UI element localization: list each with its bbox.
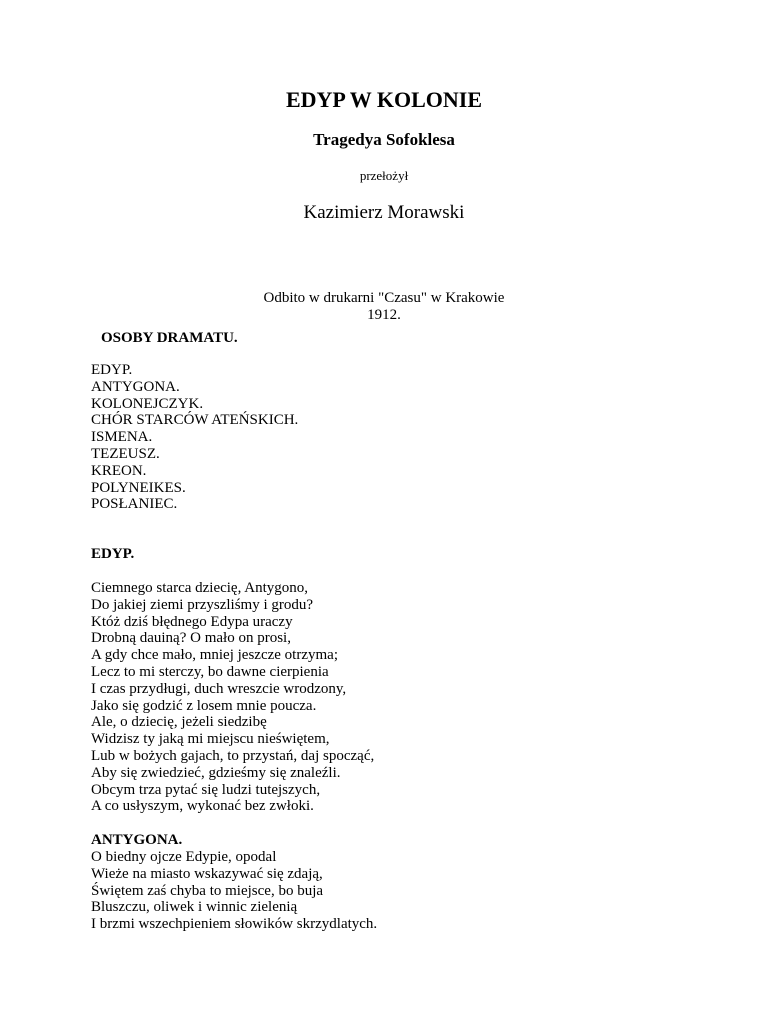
cast-list (91, 362, 298, 513)
imprint (0, 290, 768, 324)
cast-member: KREON. (91, 462, 147, 479)
verse-block-antygona (91, 849, 377, 933)
speaker-edyp: EDYP. (91, 546, 135, 562)
cast-member: ANTYGONA. (91, 378, 180, 395)
verse-line: Drobną dauiną? O mało on prosi, (91, 630, 291, 647)
verse-line: Widzisz ty jaką mi miejscu nieświętem, (91, 731, 330, 748)
imprint-year: 1912. (367, 307, 401, 323)
cast-member: ISMENA. (91, 429, 153, 446)
speaker-antygona: ANTYGONA. (91, 832, 183, 848)
cast-member: TEZEUSZ. (91, 445, 160, 462)
cast-member: POSŁANIEC. (91, 496, 178, 513)
verse-line: Lecz to mi sterczy, bo dawne cierpienia (91, 663, 329, 680)
verse-line: Wieże na miasto wskazywać się zdają, (91, 865, 323, 882)
verse-line: Aby się zwiedzieć, gdzieśmy się znaleźli. (91, 764, 341, 781)
verse-line: Obcym trza pytać się ludzi tutejszych, (91, 781, 321, 798)
verse-line: Jako się godzić z losem mnie poucza. (91, 697, 317, 714)
play-subtitle: Tragedya Sofoklesa (313, 130, 455, 149)
imprint-printer: Odbito w drukarni "Czasu" w Krakowie (263, 290, 505, 306)
verse-line: A gdy chce mało, mniej jeszcze otrzyma; (91, 647, 338, 664)
verse-line: Do jakiej ziemi przyszliśmy i grodu? (91, 596, 314, 613)
verse-line: O biedny ojcze Edypie, opodal (91, 849, 277, 865)
play-title: EDYP W KOLONIE (285, 87, 482, 112)
verse-line: Lub w bożych gajach, to przystań, daj spocząć, (91, 747, 375, 764)
verse-line: Któż dziś błędnego Edypa uraczy (91, 613, 293, 630)
verse-line: I czas przydługi, duch wreszcie wrodzony, (91, 680, 347, 697)
verse-line: A co usłyszym, wykonać bez zwłoki. (91, 798, 314, 815)
cast-member: EDYP. (91, 362, 133, 378)
cast-member: CHÓR STARCÓW ATEŃSKICH. (91, 412, 299, 429)
verse-line: I brzmi wszechpieniem słowików skrzydlatych. (91, 916, 378, 933)
cast-member: POLYNEIKES. (91, 479, 186, 496)
verse-block-edyp (91, 580, 374, 815)
verse-line: Ale, o dziecię, jeżeli siedzibę (91, 714, 267, 731)
cast-heading: OSOBY DRAMATU. (101, 330, 238, 346)
verse-line: Ciemnego starca dziecię, Antygono, (91, 580, 309, 596)
verse-line: Bluszczu, oliwek i winnic zielenią (91, 899, 298, 916)
cast-member: KOLONEJCZYK. (91, 395, 204, 412)
verse-line: Świętem zaś chyba to miejsce, bo buja (91, 882, 324, 899)
translator-name: Kazimierz Morawski (303, 202, 465, 223)
translated-by-label: przełożył (359, 168, 409, 183)
